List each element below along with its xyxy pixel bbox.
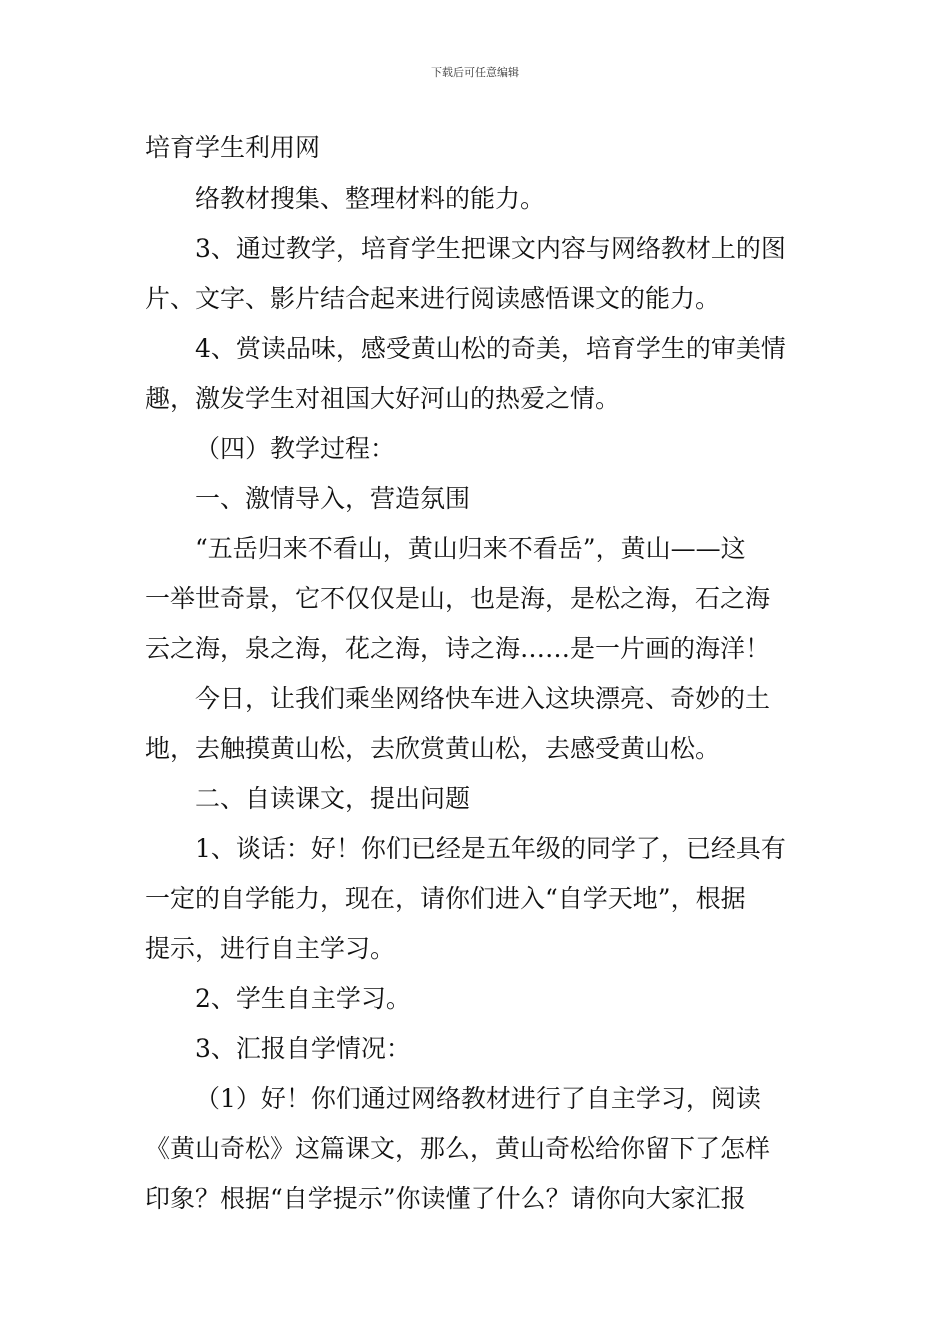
text-line: 片、文字、影片结合起来进行阅读感悟课文的能力。 [145, 284, 721, 313]
section-heading: 一、激情导入，营造氛围 [195, 484, 471, 513]
text-line: 培育学生利用网 [145, 133, 321, 162]
text-line: 一定的自学能力，现在，请你们进入“自学天地”，根据 [145, 884, 746, 913]
text-line: 印象？根据“自学提示”你读懂了什么？请你向大家汇报 [145, 1184, 746, 1213]
section-heading: （四）教学过程： [195, 434, 396, 463]
text-line: 地，去触摸黄山松，去欣赏黄山松，去感受黄山松。 [145, 734, 721, 763]
text-line: 络教材搜集、整理材料的能力。 [195, 184, 546, 213]
text-line: 云之海，泉之海，花之海，诗之海……是一片画的海洋！ [145, 634, 771, 663]
text-line: 今日，让我们乘坐网络快车进入这块漂亮、奇妙的土 [195, 684, 771, 713]
text-line: “五岳归来不看山，黄山归来不看岳”，黄山——这 [195, 534, 746, 563]
text-line: 1、谈话：好！你们已经是五年级的同学了，已经具有 [195, 834, 786, 863]
text-line: 趣，激发学生对祖国大好河山的热爱之情。 [145, 384, 621, 413]
text-line: （1）好！你们通过网络教材进行了自主学习，阅读 [195, 1084, 761, 1113]
text-line: 3、通过教学，培育学生把课文内容与网络教材上的图 [195, 234, 786, 263]
text-line: 2、学生自主学习。 [195, 984, 411, 1013]
page-header-note: 下载后可任意编辑 [431, 66, 519, 79]
text-line: 3、汇报自学情况： [195, 1034, 411, 1063]
text-line: 提示，进行自主学习。 [145, 934, 396, 963]
section-heading: 二、自读课文，提出问题 [195, 784, 471, 813]
text-line: 《黄山奇松》这篇课文，那么，黄山奇松给你留下了怎样 [145, 1134, 771, 1163]
text-line: 一举世奇景，它不仅仅是山，也是海，是松之海，石之海 [145, 584, 771, 613]
text-line: 4、赏读品味，感受黄山松的奇美，培育学生的审美情 [195, 334, 786, 363]
